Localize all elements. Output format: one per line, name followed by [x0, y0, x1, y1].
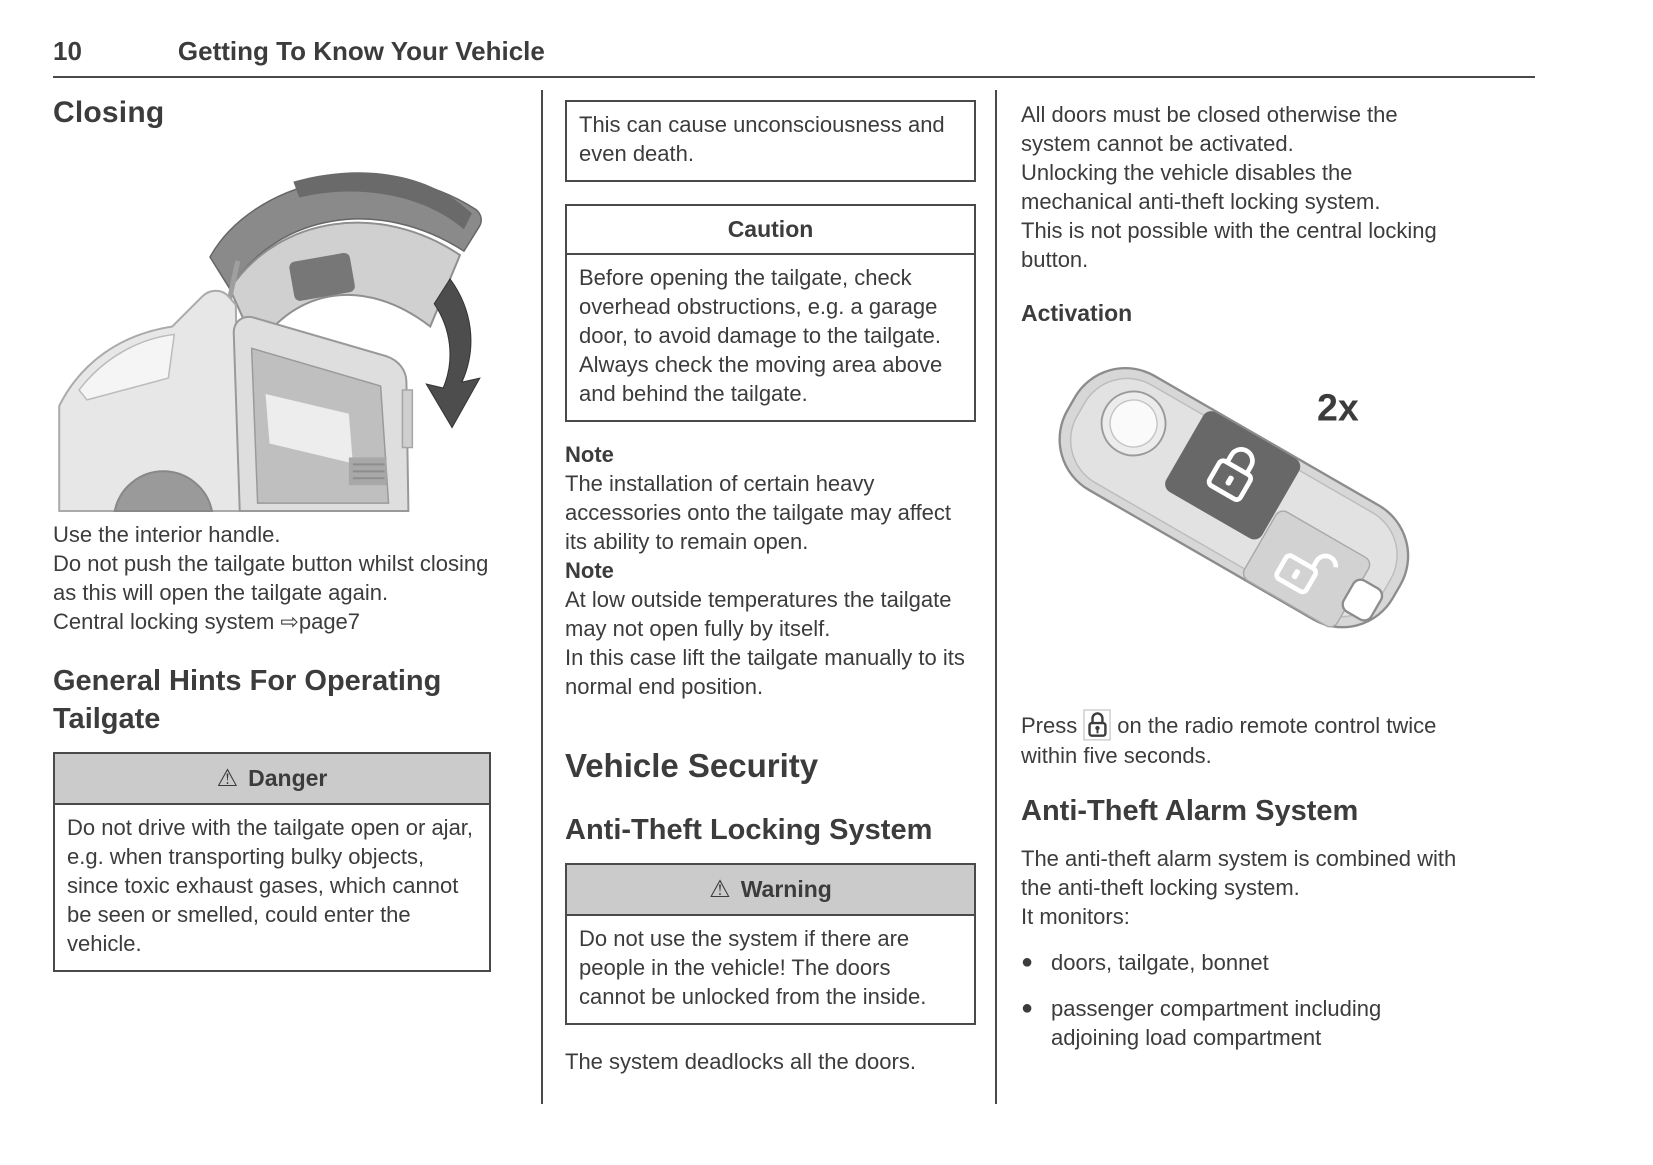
- note-text: In this case lift the tailgate manually to its normal end position.: [565, 645, 965, 699]
- note-text: The installation of certain heavy accessories onto the tailgate may affect its ability to remain open.: [565, 471, 952, 554]
- caution-box-header: Caution: [567, 206, 974, 255]
- paragraph-line: This is not possible with the central locking button.: [1021, 218, 1437, 272]
- danger-box-body: Do not drive with the tailgate open or ajar, e.g. when transporting bulky objects, since toxic exhaust gases, which cannot be seen or smelled, could enter the vehicle.: [67, 815, 474, 956]
- note-text: At low outside temperatures the tailgate may not open fully by itself.: [565, 587, 952, 641]
- list-item: [1021, 948, 1457, 977]
- alarm-paragraph: [1021, 844, 1457, 931]
- page-number: 10: [53, 36, 82, 66]
- paragraph-line: Use the interior handle.: [53, 522, 281, 547]
- page-header: [0, 0, 1653, 67]
- press-instruction: [1021, 707, 1457, 770]
- monitor-list: [1021, 948, 1457, 1052]
- bullet-icon: ●: [1021, 951, 1034, 973]
- column-3: [995, 90, 1542, 1104]
- danger-box-title: Danger: [248, 765, 328, 791]
- danger-box-header: [55, 754, 489, 805]
- paragraph-line: The anti-theft alarm system is combined with the anti-theft locking system.: [1021, 846, 1457, 900]
- notes-block: [565, 440, 976, 701]
- column-2: [541, 90, 995, 1104]
- caution-box-body: Before opening the tailgate, check overhead obstructions, e.g. a garage door, to avoid damage to the tailgate. Always check the moving area above and behind the tailgate.: [579, 265, 943, 406]
- tailgate-closing-illustration: [53, 140, 490, 512]
- warning-box-header: [567, 865, 974, 916]
- press-text-before: Press: [1021, 713, 1078, 738]
- bullet-icon: ●: [1021, 997, 1034, 1019]
- deadlock-text: The system deadlocks all the doors.: [565, 1049, 916, 1074]
- page-title: Getting To Know Your Vehicle: [177, 36, 545, 66]
- warning-triangle-icon: ⚠: [216, 765, 239, 792]
- key-fob-illustration: [1039, 343, 1471, 663]
- press-text-after: on the radio remote control twice within five seconds.: [1021, 713, 1437, 768]
- note-label: Note: [565, 558, 614, 583]
- activation-intro-paragraph: [1021, 100, 1457, 274]
- list-item-text: passenger compartment including adjoining load compartment: [1051, 996, 1382, 1050]
- danger-box: [53, 752, 491, 972]
- vehicle-security-heading: Vehicle Security: [565, 747, 819, 784]
- activation-heading: Activation: [1021, 300, 1133, 326]
- closing-heading: Closing: [53, 96, 165, 129]
- note-label: Note: [565, 442, 614, 467]
- list-item: [1021, 994, 1457, 1052]
- press-count-label: 2x: [1316, 386, 1359, 429]
- column-1: [53, 90, 541, 1104]
- paragraph-line: All doors must be closed otherwise the system cannot be activated.: [1021, 102, 1398, 156]
- carryover-warning-text: This can cause unconsciousness and even death.: [579, 112, 945, 166]
- page-reference-line: Central locking system ⇨page7: [53, 609, 361, 634]
- content-columns: [53, 78, 1653, 1104]
- anti-theft-alarm-heading: Anti-Theft Alarm System: [1021, 795, 1359, 827]
- caution-box: [565, 204, 976, 422]
- list-item-text: doors, tailgate, bonnet: [1051, 950, 1269, 975]
- tail-lamp: [402, 390, 412, 448]
- carryover-warning-box: [565, 100, 976, 182]
- warning-box-body: Do not use the system if there are people in the vehicle! The doors cannot be unlocked from the inside.: [579, 926, 927, 1009]
- warning-box: [565, 863, 976, 1025]
- anti-theft-locking-heading: Anti-Theft Locking System: [565, 814, 933, 846]
- warning-triangle-icon: ⚠: [709, 876, 731, 903]
- warning-box-title: Warning: [740, 876, 832, 902]
- hints-heading: General Hints For Operating Tailgate: [53, 665, 442, 735]
- paragraph-line: Do not push the tailgate button whilst closing as this will open the tailgate again.: [53, 551, 489, 605]
- paragraph-line: Unlocking the vehicle disables the mechanical anti-theft locking system.: [1021, 160, 1381, 214]
- paragraph-line: It monitors:: [1021, 904, 1130, 929]
- closing-paragraph: [53, 520, 491, 636]
- lock-button-icon: [1083, 707, 1111, 741]
